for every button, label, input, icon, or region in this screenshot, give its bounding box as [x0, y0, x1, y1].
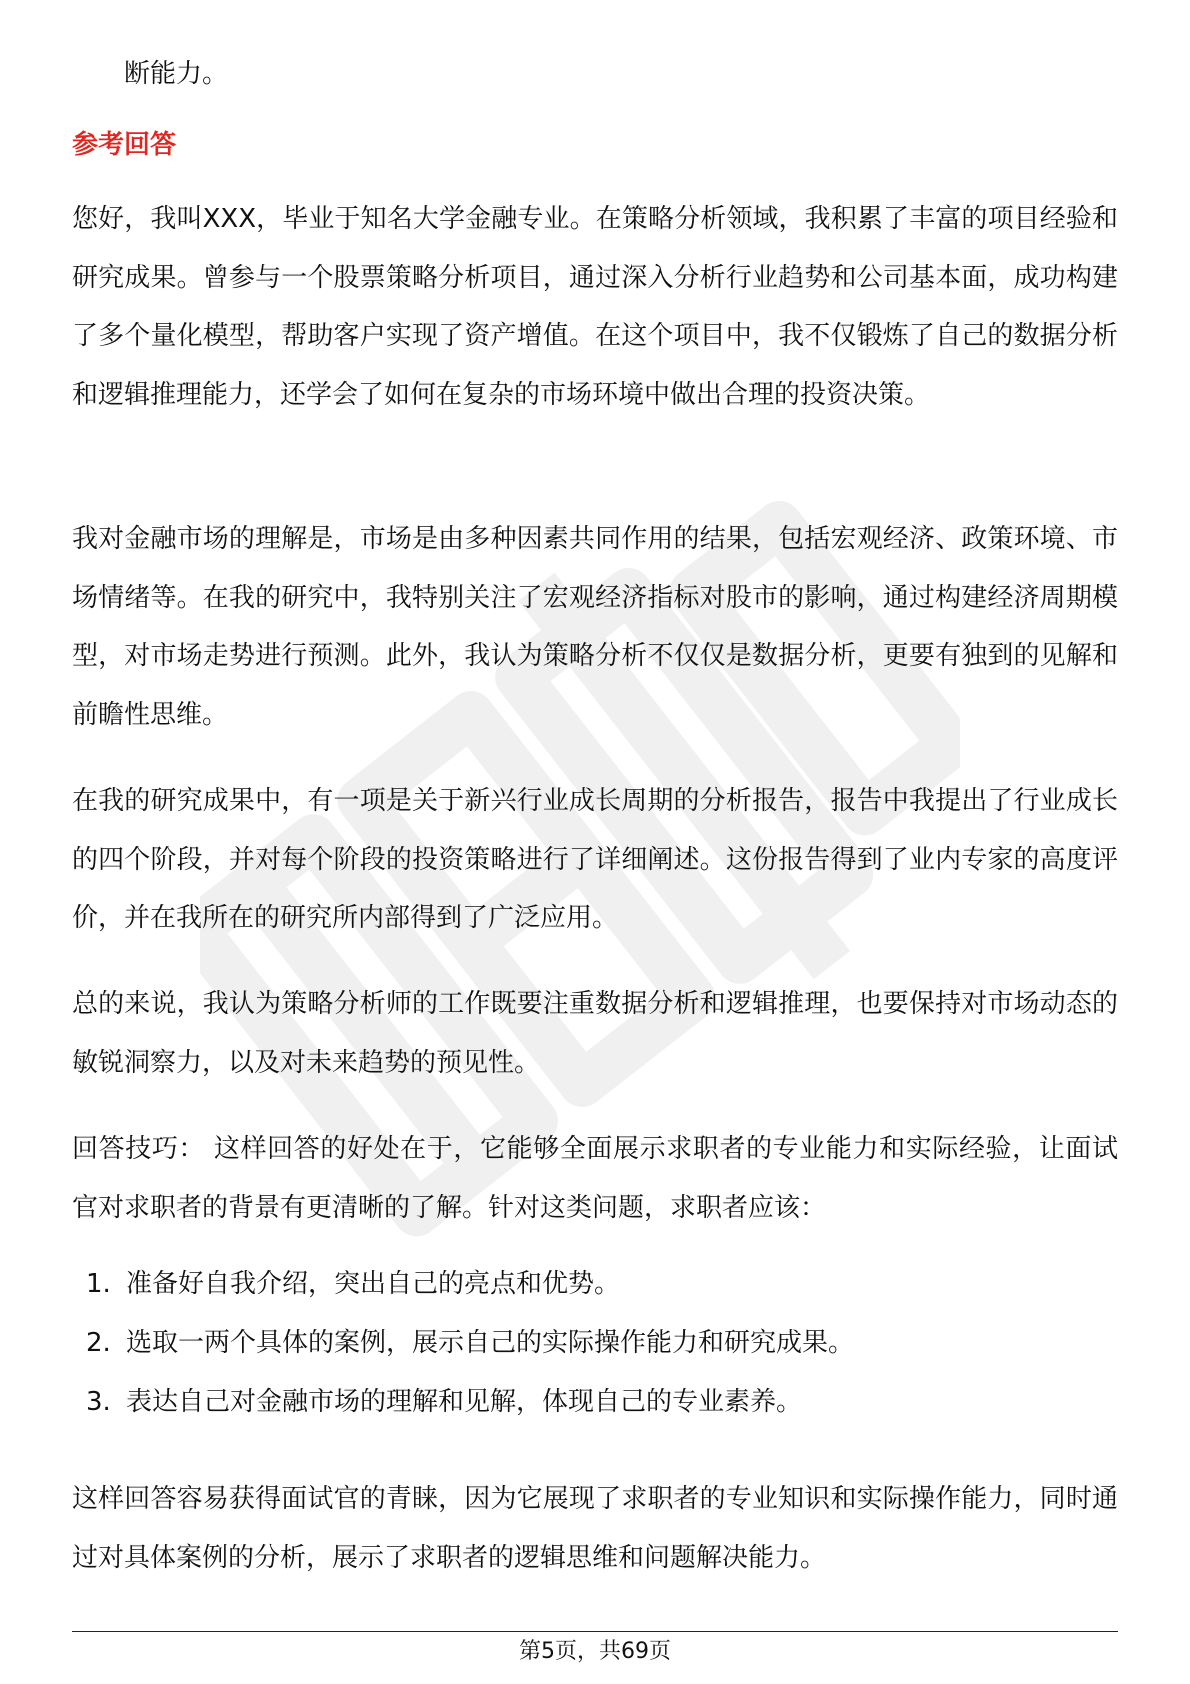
answer-paragraph-3: 在我的研究成果中，有一项是关于新兴行业成长周期的分析报告，报告中我提出了行业成长的四个阶段，并对每个阶段的投资策略进行了详细阐述。这份报告得到了业内专家的高度评价，并在我所在的研究所内部得到了广泛应用。 — [72, 786, 1118, 933]
closing-paragraph: 这样回答容易获得面试官的青睐，因为它展现了求职者的专业知识和实际操作能力，同时通过对具体案例的分析，展示了求职者的逻辑思维和问题解决能力。 — [72, 1484, 1118, 1573]
tips-paragraph: 回答技巧： 这样回答的好处在于，它能够全面展示求职者的专业能力和实际经验，让面试官对求职者的背景有更清晰的了解。针对这类问题，求职者应该： — [72, 1134, 1118, 1223]
footer-divider — [72, 1631, 1118, 1632]
list-item — [72, 1264, 1118, 1323]
list-item-text: 表达自己对金融市场的理解和见解，体现自己的专业素养。 — [126, 1387, 803, 1417]
answer-paragraph-4: 总的来说，我认为策略分析师的工作既要注重数据分析和逻辑推理，也要保持对市场动态的敏锐洞察力，以及对未来趋势的预见性。 — [72, 989, 1118, 1078]
page-number: 第5页，共69页 — [519, 1639, 671, 1664]
list-item-text: 准备好自我介绍，突出自己的亮点和优势。 — [126, 1269, 621, 1299]
answer-paragraph-2: 我对金融市场的理解是，市场是由多种因素共同作用的结果，包括宏观经济、政策环境、市场情绪等。在我的研究中，我特别关注了宏观经济指标对股市的影响，通过构建经济周期模型，对市场走势进行预测。此外，我认为策略分析不仅仅是数据分析，更要有独到的见解和前瞻性思维。 — [72, 524, 1118, 730]
continuation-text: 断能力。 — [124, 59, 229, 89]
section-heading: 参考回答 — [72, 130, 177, 160]
list-item — [72, 1323, 1118, 1382]
list-item-number: 3. — [86, 1387, 111, 1417]
list-item-number: 1. — [86, 1269, 111, 1299]
list-item — [72, 1382, 1118, 1441]
list-item-text: 选取一两个具体的案例，展示自己的实际操作能力和研究成果。 — [126, 1328, 855, 1358]
list-item-number: 2. — [86, 1328, 111, 1358]
tips-list — [72, 1264, 1118, 1441]
answer-paragraph-1: 您好，我叫XXX，毕业于知名大学金融专业。在策略分析领域，我积累了丰富的项目经验和研究成果。曾参与一个股票策略分析项目，通过深入分析行业趋势和公司基本面，成功构建了多个量化模型，帮助客户实现了资产增值。在这个项目中，我不仅锻炼了自己的数据分析和逻辑推理能力，还学会了如何在复杂的市场环境中做出合理的投资决策。 — [72, 204, 1118, 410]
